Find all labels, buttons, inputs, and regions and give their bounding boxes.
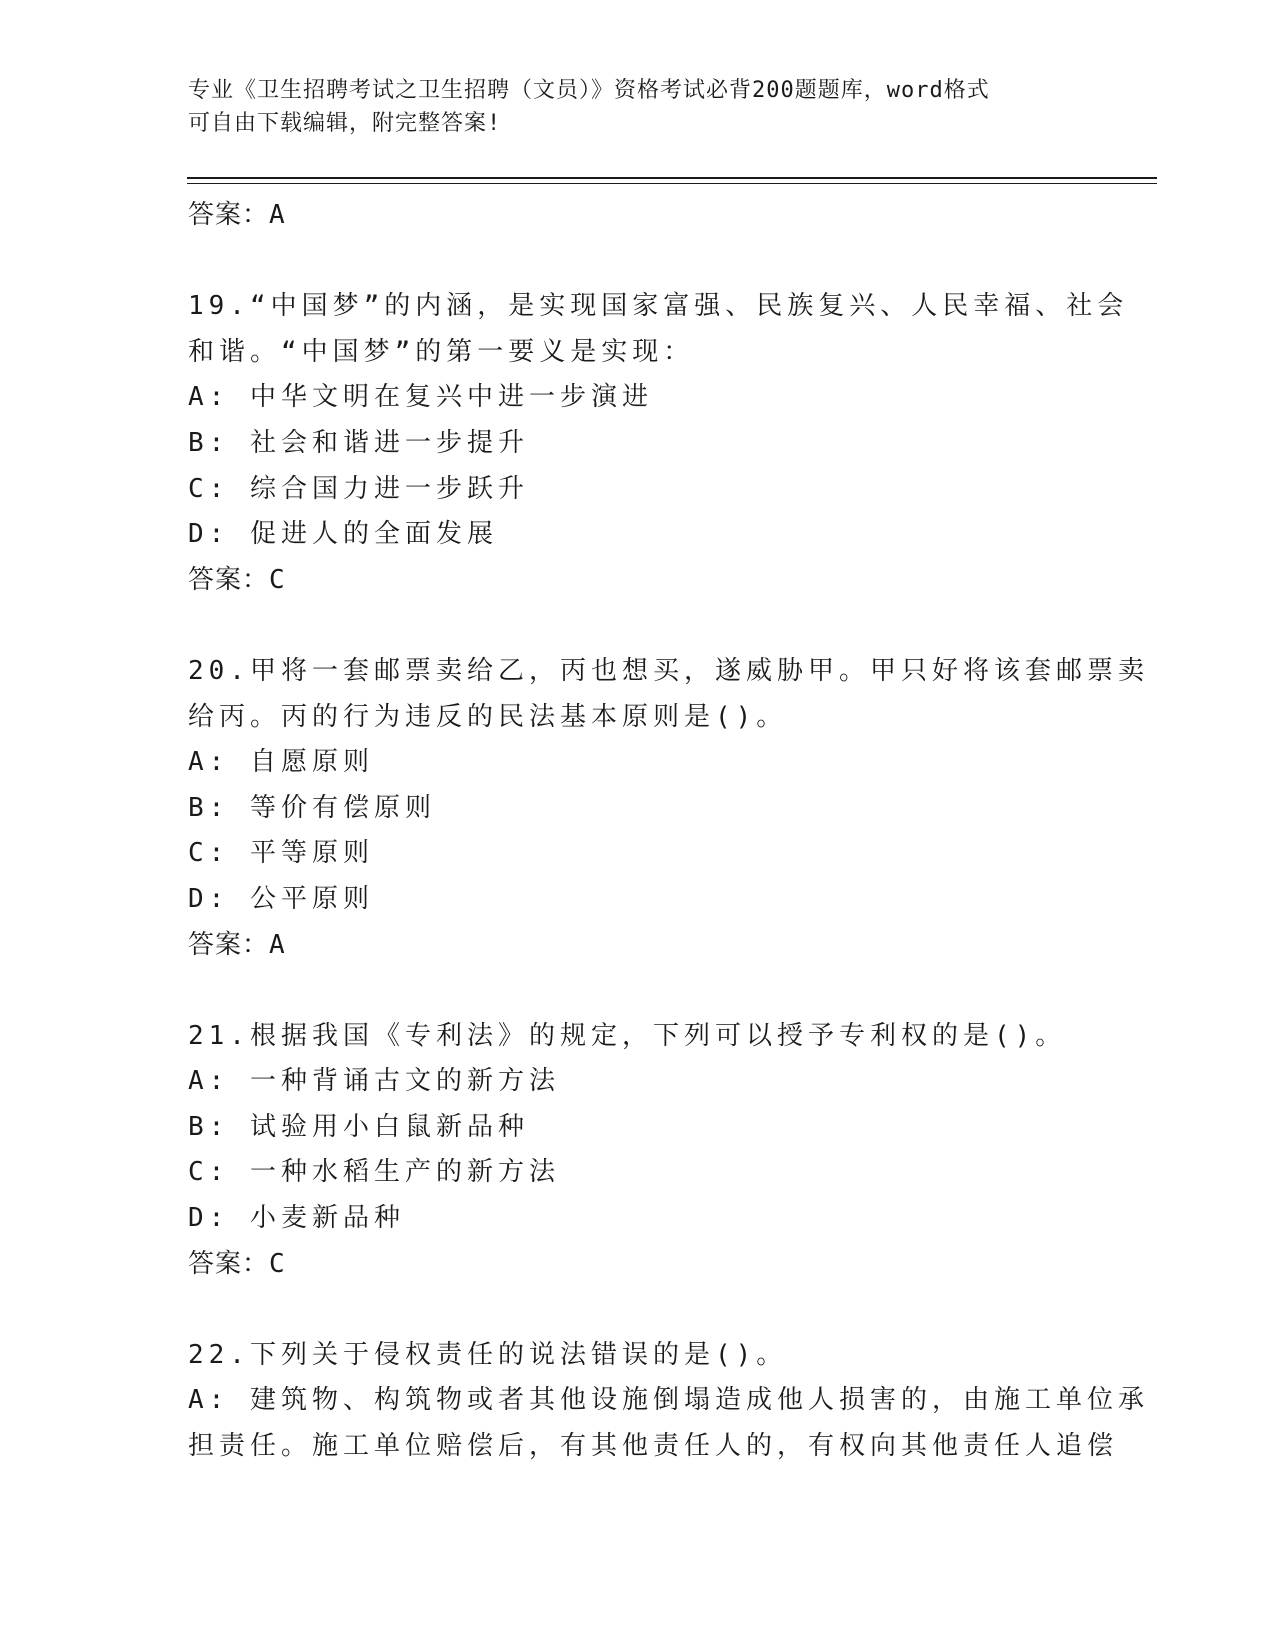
document-header [188, 74, 1088, 140]
option-a: A: 自愿原则 [188, 747, 374, 778]
answer-line: 答案：C [188, 564, 286, 595]
answer-line: 答案：A [188, 929, 286, 960]
question-text: 20.甲将一套邮票卖给乙，丙也想买，遂威胁甲。甲只好将该套邮票卖 [188, 655, 1149, 686]
question-text: 22.下列关于侵权责任的说法错误的是()。 [188, 1339, 788, 1370]
option-a: A: 中华文明在复兴中进一步演进 [188, 382, 653, 413]
option-b: B: 社会和谐进一步提升 [188, 427, 529, 458]
option-d: D: 促进人的全面发展 [188, 519, 498, 550]
question-20 [188, 649, 1149, 968]
header-line-2: 可自由下载编辑，附完整答案! [188, 111, 502, 136]
question-19 [188, 284, 1129, 603]
question-text: 21.根据我国《专利法》的规定，下列可以授予专利权的是()。 [188, 1020, 1067, 1051]
question-22 [188, 1333, 1149, 1470]
answer-line: 答案：A [188, 200, 286, 230]
document-body [188, 193, 1149, 1470]
option-b: B: 等价有偿原则 [188, 792, 436, 823]
option-a: A: 一种背诵古文的新方法 [188, 1066, 560, 1097]
answer-line: 答案：C [188, 1248, 286, 1279]
question-text: 19.“中国梦”的内涵，是实现国家富强、民族复兴、人民幸福、社会 [188, 291, 1129, 322]
option-d: D: 公平原则 [188, 883, 374, 914]
header-divider [187, 177, 1157, 179]
option-a-continued: 担责任。施工单位赔偿后，有其他责任人的，有权向其他责任人追偿 [188, 1431, 1119, 1462]
option-c: C: 平等原则 [188, 838, 374, 869]
option-c: C: 一种水稻生产的新方法 [188, 1157, 560, 1188]
option-a: A: 建筑物、构筑物或者其他设施倒塌造成他人损害的，由施工单位承 [188, 1385, 1149, 1416]
question-text: 给丙。丙的行为违反的民法基本原则是()。 [188, 701, 788, 732]
option-d: D: 小麦新品种 [188, 1203, 405, 1234]
question-21 [188, 1014, 1088, 1288]
option-b: B: 试验用小白鼠新品种 [188, 1111, 529, 1142]
header-line-1: 专业《卫生招聘考试之卫生招聘（文员）》资格考试必背200题题库，word格式 [188, 78, 990, 103]
header-divider-thin [187, 183, 1157, 184]
question-text: 和谐。“中国梦”的第一要义是实现： [188, 336, 695, 367]
option-c: C: 综合国力进一步跃升 [188, 473, 529, 504]
